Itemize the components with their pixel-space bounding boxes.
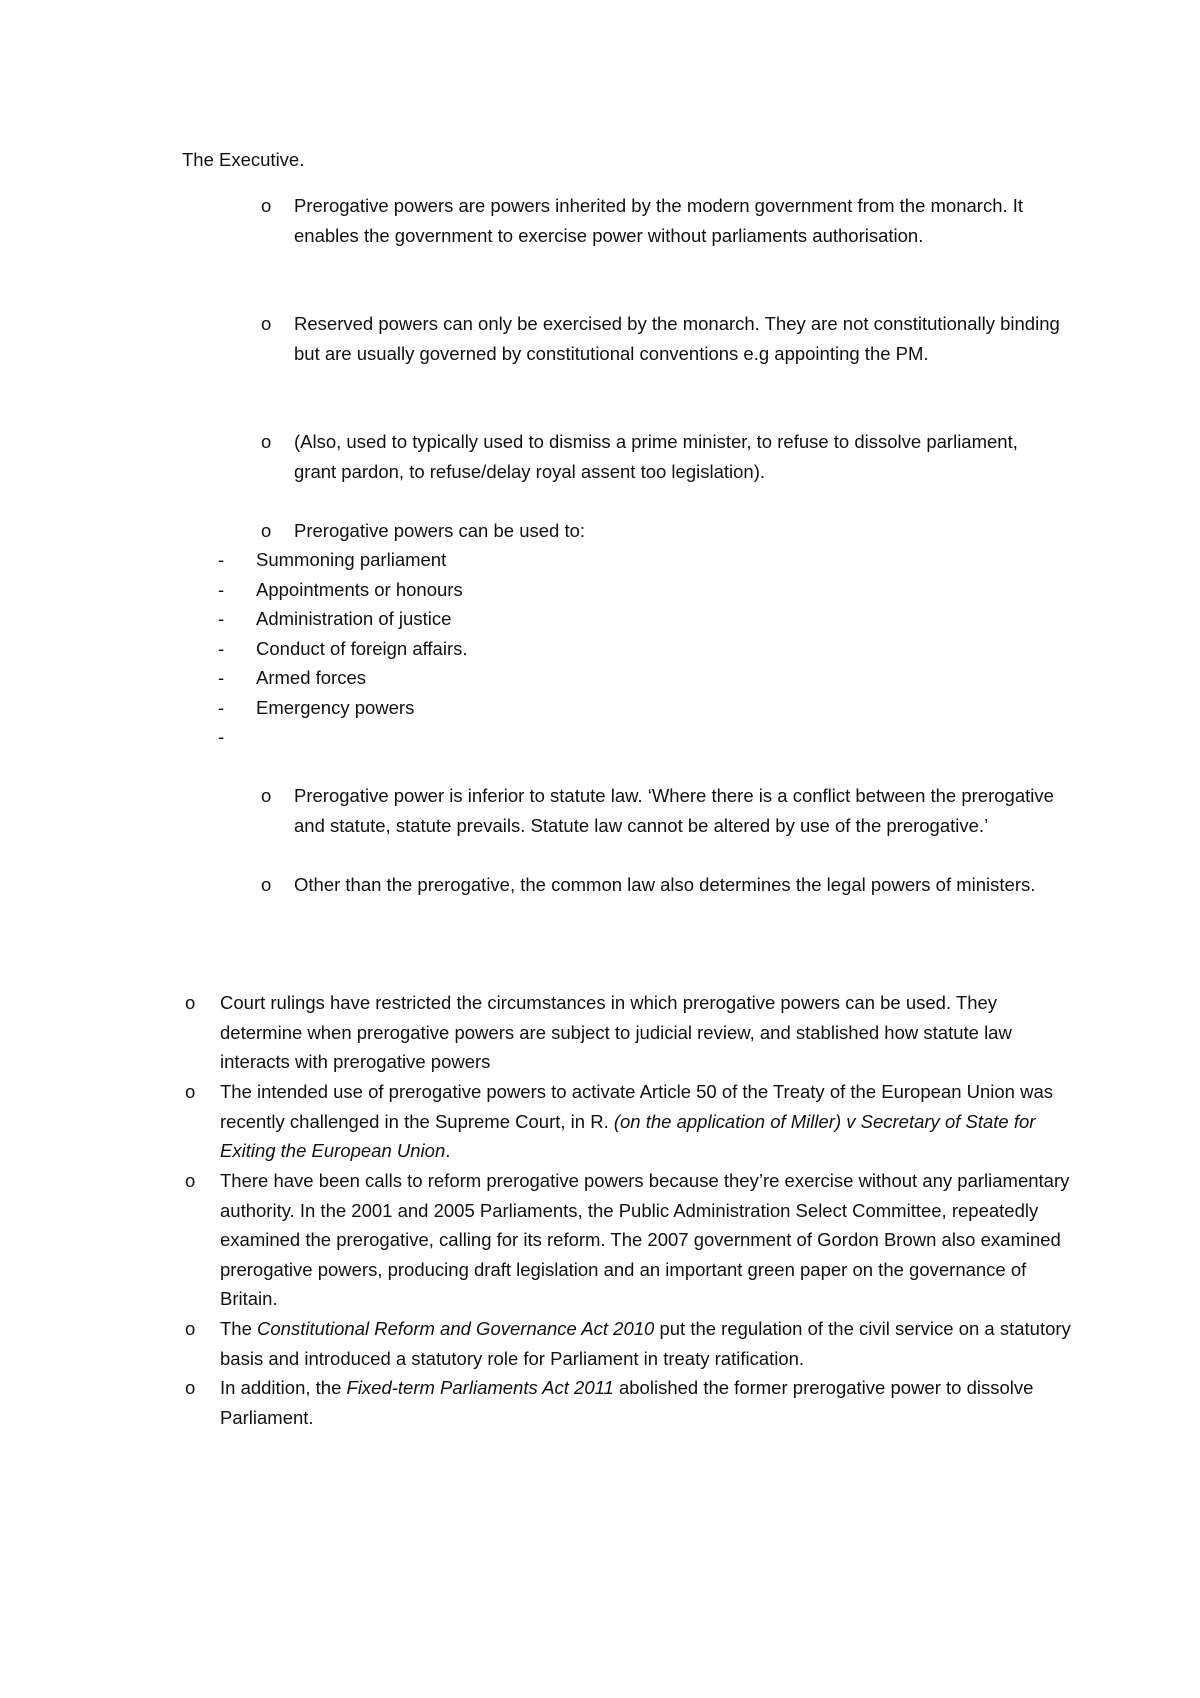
dash-marker: - bbox=[218, 726, 225, 747]
bullet-reserved-powers bbox=[261, 309, 1064, 368]
bullet-marker: o bbox=[261, 195, 272, 216]
dash-marker: - bbox=[218, 637, 225, 659]
dash-item bbox=[218, 604, 856, 634]
dash-text: Armed forces bbox=[256, 667, 367, 688]
crag-text-start: The bbox=[220, 1318, 252, 1339]
bullet-text: Other than the prerogative, the common law also determines the legal powers of ministers. bbox=[294, 874, 1036, 895]
bullet-text: Reserved powers can only be exercised by the monarch. They are not constitutionally binding but are usually governed by constitutional conventions e.g appointing the PM. bbox=[294, 313, 1060, 364]
dash-marker: - bbox=[218, 578, 225, 600]
dash-marker: - bbox=[218, 696, 225, 718]
dash-text: Appointments or honours bbox=[256, 578, 463, 600]
bullet-marker: o bbox=[185, 992, 196, 1013]
bullet-marker: o bbox=[261, 785, 272, 806]
bullet-ftpa bbox=[185, 1373, 1082, 1432]
dash-text: Administration of justice bbox=[256, 608, 452, 629]
bullet-text: There have been calls to reform prerogative powers because they’re exercise without any parliamentary authority. In the 2001 and 2005 Parliaments, the Public Administration Select Committee, repeatedly examined the prerogative, calling for its reform. The 2007 government of Gordon Brown also examined prerogative powers, producing draft legislation and an important green paper on the governance of Britain. bbox=[220, 1170, 1070, 1309]
act-name: Fixed-term Parliaments Act 2011 bbox=[346, 1377, 614, 1398]
bullet-prerogative-uses-heading bbox=[261, 516, 1064, 546]
case-name: (on the application of Miller) v Secretary of State for Exiting the European Union bbox=[220, 1110, 1036, 1161]
dash-text: Summoning parliament bbox=[256, 549, 447, 570]
ftpa-text-end: abolished the former prerogative power to dissolve Parliament. bbox=[220, 1377, 1034, 1428]
bullet-text: Prerogative power is inferior to statute law. ‘Where there is a conflict between the prerogative and statute, statute prevails. Statute law cannot be altered by use of the prerogative.’ bbox=[294, 785, 1054, 836]
bullet-text bbox=[220, 1077, 1082, 1166]
article50-text: The intended use of prerogative powers to activate Article 50 of the Treaty of the European Union was recently challenged in the Supreme Court, in R. bbox=[220, 1081, 1053, 1132]
bullet-text bbox=[220, 1373, 1082, 1432]
bullet-court-rulings bbox=[185, 988, 1082, 1077]
document-title: The Executive. bbox=[182, 149, 305, 170]
bullet-text: Prerogative powers can be used to: bbox=[294, 520, 586, 541]
bullet-text: (Also, used to typically used to dismiss a prime minister, to refuse to dissolve parliament, grant pardon, to refuse/delay royal assent too legislation). bbox=[294, 431, 1018, 482]
bullet-text: Court rulings have restricted the circumstances in which prerogative powers can be used. They determine when prerogative powers are subject to judicial review, and stablished how statute law interacts with prerogative powers bbox=[220, 992, 1012, 1072]
bullet-common-law bbox=[261, 870, 1064, 900]
bullet-crag-act bbox=[185, 1314, 1082, 1373]
bullet-article-50 bbox=[185, 1077, 1082, 1166]
dash-text: Emergency powers bbox=[256, 696, 415, 718]
dash-item bbox=[218, 663, 856, 693]
bullet-prerogative-inferior bbox=[261, 781, 1064, 840]
bullet-marker: o bbox=[261, 431, 272, 452]
dash-marker: - bbox=[218, 549, 225, 570]
dash-item bbox=[218, 634, 856, 664]
article50-end: . bbox=[445, 1140, 451, 1161]
bullet-marker: o bbox=[261, 520, 272, 541]
bullet-marker: o bbox=[185, 1170, 196, 1191]
bullet-marker: o bbox=[261, 874, 272, 895]
bullet-marker: o bbox=[185, 1081, 196, 1102]
dash-marker: - bbox=[218, 608, 225, 629]
dash-marker: - bbox=[218, 667, 225, 688]
act-name: Constitutional Reform and Governance Act 2010 bbox=[257, 1318, 655, 1339]
bullet-text bbox=[220, 1314, 1082, 1373]
dash-text: Conduct of foreign affairs. bbox=[256, 637, 468, 659]
dash-item bbox=[218, 545, 856, 575]
bullet-reserved-uses bbox=[261, 427, 1064, 486]
bullet-reform-calls bbox=[185, 1166, 1082, 1314]
bullet-text: Prerogative powers are powers inherited by the modern government from the monarch. It enables the government to exercise power without parliaments authorisation. bbox=[294, 195, 1024, 246]
crag-text-end: put the regulation of the civil service on a statutory basis and introduced a statutory role for Parliament in treaty ratification. bbox=[220, 1318, 1071, 1369]
bullet-marker: o bbox=[185, 1377, 196, 1398]
bullet-marker: o bbox=[185, 1318, 196, 1339]
bullet-marker: o bbox=[261, 313, 272, 334]
dash-item bbox=[218, 575, 856, 605]
dash-item bbox=[218, 693, 856, 723]
bullet-prerogative-definition bbox=[261, 191, 1064, 250]
ftpa-text-start: In addition, the bbox=[220, 1377, 342, 1398]
